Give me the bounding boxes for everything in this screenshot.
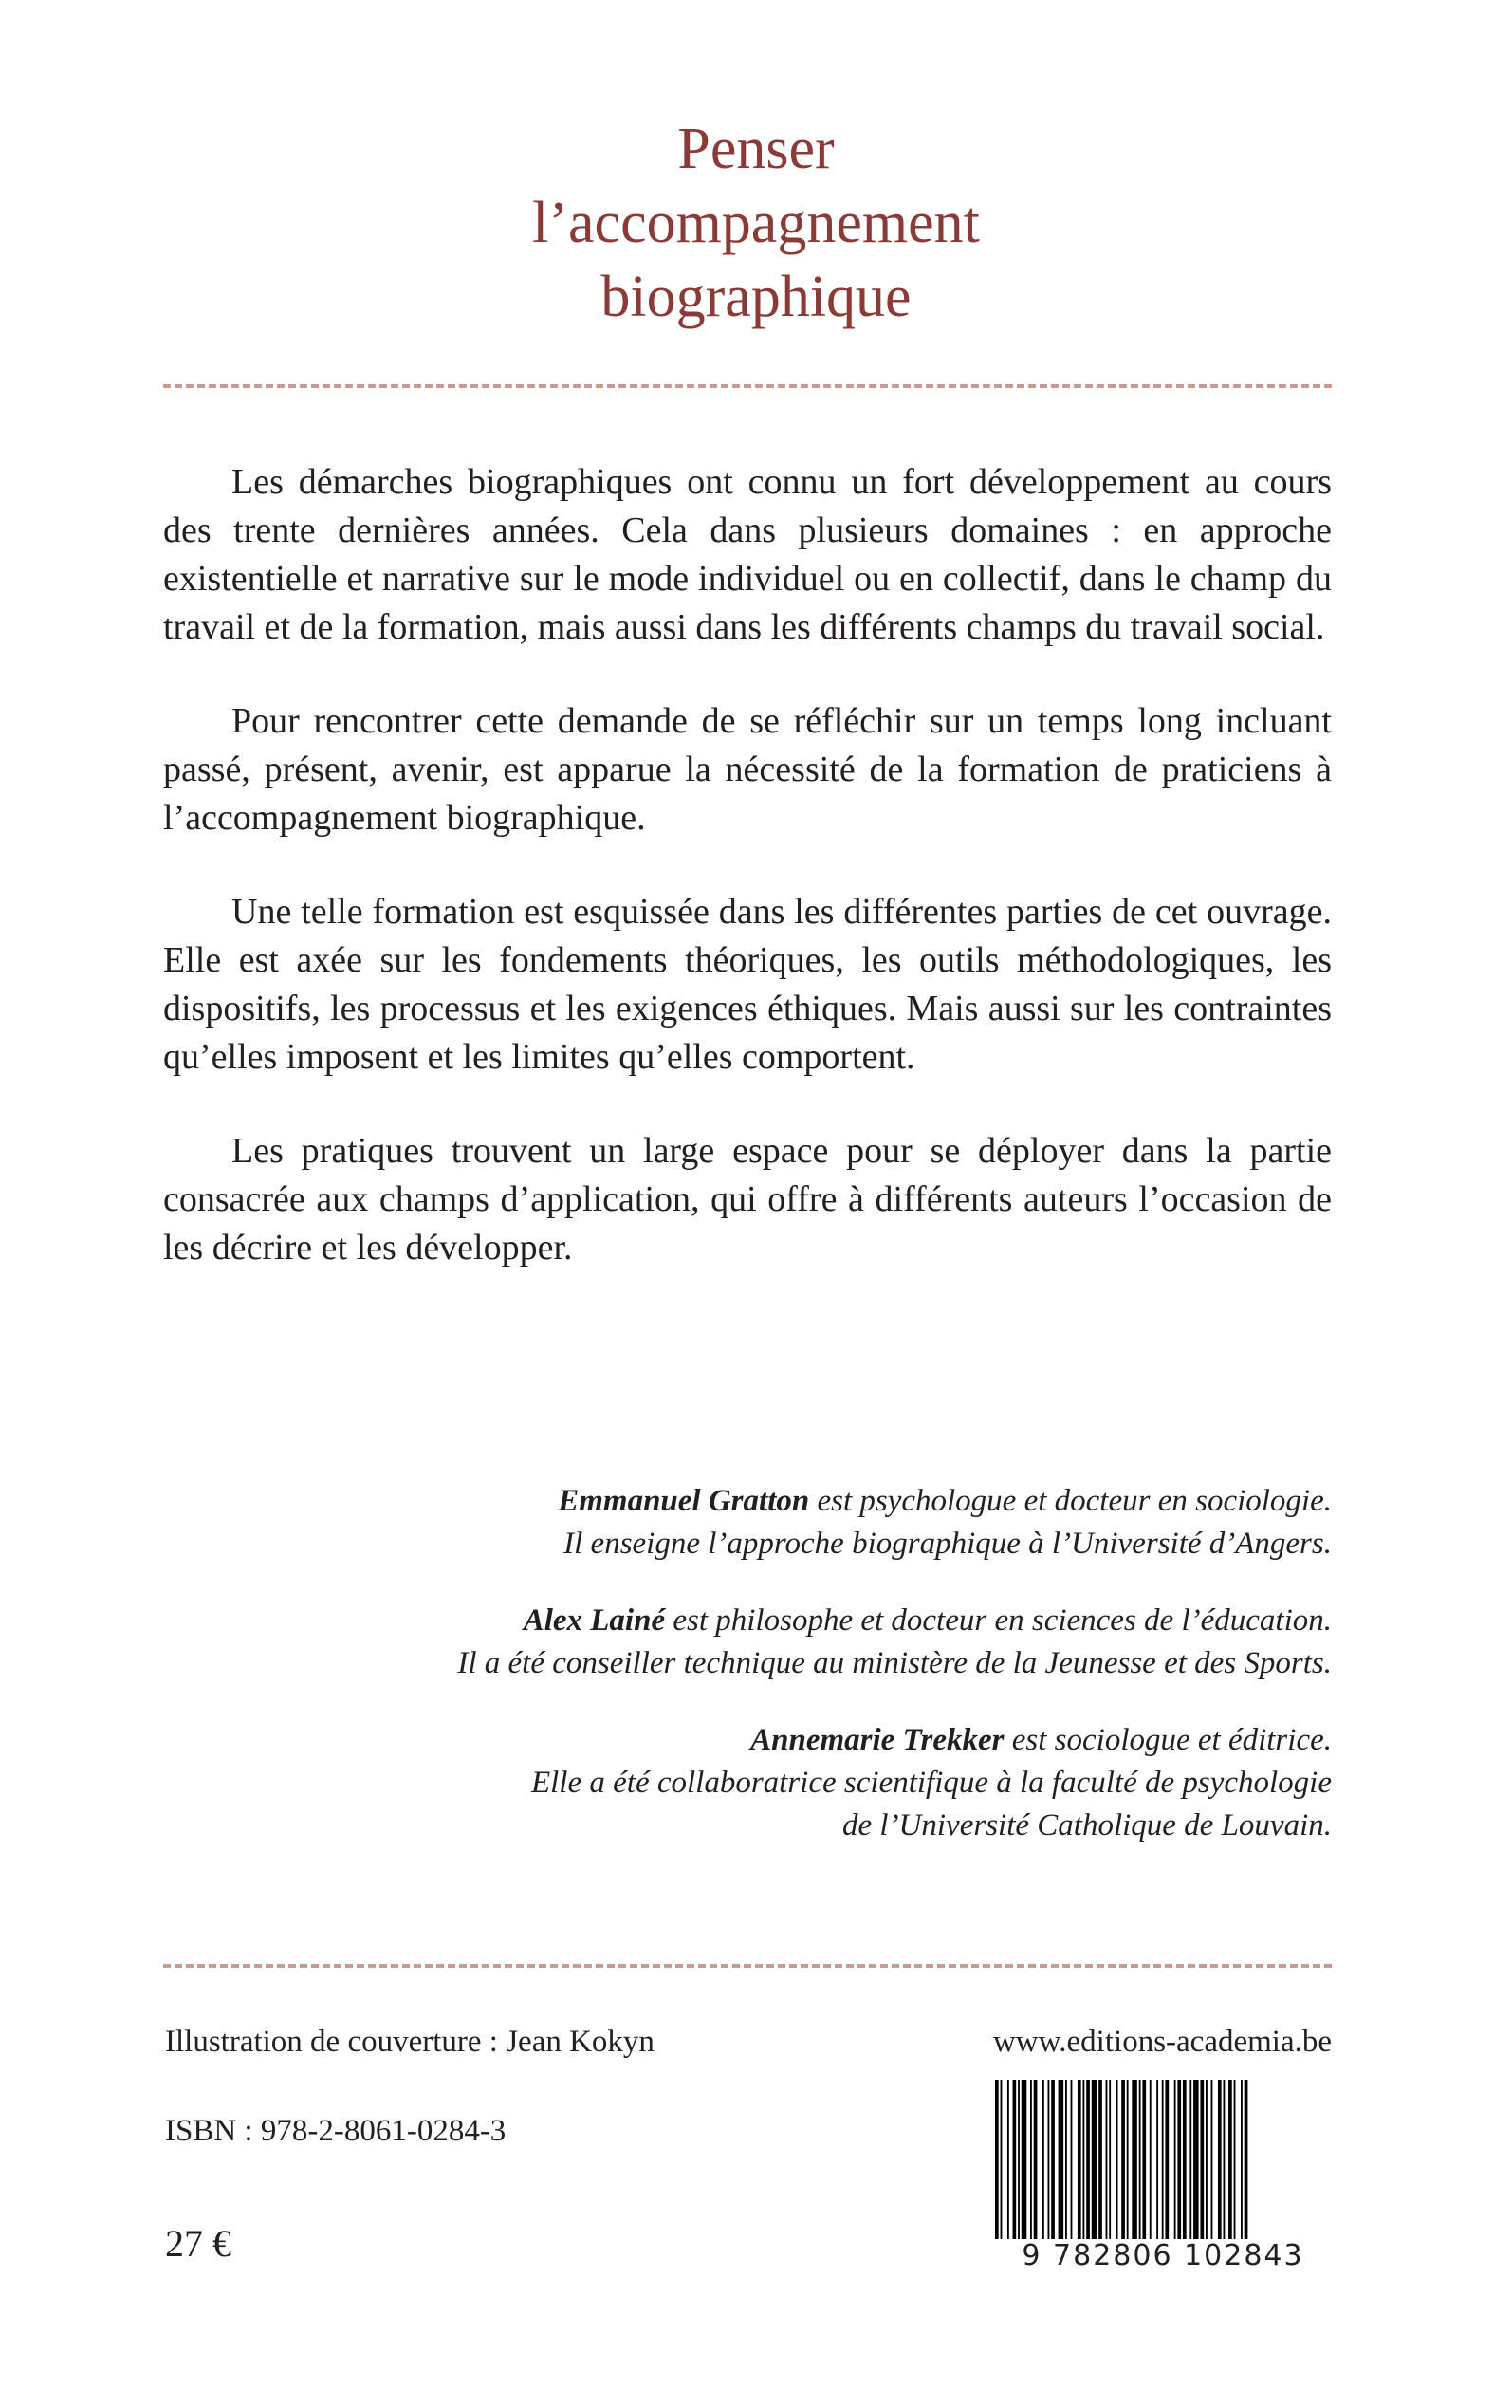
barcode-bar: [1218, 2080, 1222, 2239]
barcode-bar: [1245, 2080, 1248, 2249]
barcode-bar: [1098, 2080, 1102, 2239]
barcode-bar: [1092, 2080, 1097, 2239]
barcode-bar: [1139, 2080, 1141, 2239]
barcode-bar: [1116, 2080, 1118, 2239]
bottom-dashed-divider: [163, 1964, 1332, 1968]
barcode-bar: [1211, 2080, 1213, 2239]
barcode-bar: [1051, 2080, 1055, 2239]
cover-illustration-credit: Illustration de couverture : Jean Kokyn: [165, 2025, 655, 2059]
barcode-bar: [1034, 2080, 1038, 2239]
barcode-bar: [1189, 2080, 1191, 2239]
barcode-bar: [1241, 2080, 1243, 2239]
barcode-bar: [1183, 2080, 1187, 2239]
summary-paragraph-3: Une telle formation est esquissée dans les différentes parties de cet ouvrage. Elle est axée sur les fondements théoriques, les outils méthodologiques, les dispositifs, les processus et les exigences éthiques. Mais aussi sur les contraintes qu’elles imposent et les limites qu’elles comportent.: [163, 892, 1332, 1077]
back-cover-summary: [163, 458, 1332, 1318]
author-bio-text: Il enseigne l’approche biographique à l’Université d’Angers.: [563, 1527, 1332, 1561]
barcode-bar: [995, 2080, 999, 2249]
barcode-bar: [1150, 2080, 1152, 2239]
summary-paragraph-1: Les démarches biographiques ont connu un fort développement au cours des trente dernières années. Cela dans plusieurs domaines : en approche existentielle et narrative sur le mode individuel ou en collectif, dans le champ du travail et de la formation, mais aussi dans les différents champs du travail social.: [163, 462, 1332, 647]
barcode-bar: [1106, 2080, 1108, 2239]
barcode-bar: [1177, 2080, 1181, 2239]
barcode-bar: [1007, 2080, 1009, 2239]
title-line-3: biographique: [600, 265, 912, 329]
barcode-bar: [1156, 2080, 1158, 2239]
barcode-bar: [1206, 2080, 1208, 2239]
author-name: Alex Lainé: [523, 1603, 666, 1638]
author-bio-text: Elle a été collaboratrice scientifique à la faculté de psychologie: [530, 1766, 1332, 1800]
title-line-1: Penser: [677, 117, 835, 181]
author-bios: [99, 1480, 1332, 1881]
barcode-bar: [1048, 2080, 1050, 2239]
barcode-bar: [1042, 2080, 1044, 2239]
barcode-bar: [1165, 2080, 1169, 2239]
author-bio-text: est psychologue et docteur en sociologie.: [809, 1484, 1332, 1518]
barcode-bar: [1013, 2080, 1017, 2239]
barcode-bar: [1030, 2080, 1032, 2239]
barcode-bar: [1200, 2080, 1204, 2239]
author-bio-text: est sociologue et éditrice.: [1004, 1723, 1332, 1757]
barcode-bar: [1228, 2080, 1232, 2239]
isbn: ISBN : 978-2-8061-0284-3: [165, 2114, 507, 2148]
barcode-bar: [1022, 2080, 1027, 2239]
title-line-2: l’accompagnement: [532, 191, 980, 255]
barcode-bar: [1059, 2080, 1064, 2239]
barcode-bar: [1083, 2080, 1085, 2239]
barcode-bar: [1065, 2080, 1067, 2239]
barcode-bar: [1132, 2080, 1137, 2239]
author-bio-laine: [99, 1600, 1332, 1685]
author-name: Emmanuel Gratton: [558, 1484, 810, 1518]
barcode-bar: [1142, 2080, 1146, 2239]
book-title: [0, 112, 1512, 334]
summary-paragraph-2: Pour rencontrer cette demande de se réfléchir sur un temps long incluant passé, présent, avenir, est apparue la nécessité de la formation de praticiens à l’accompagnement biographique.: [163, 701, 1332, 838]
barcode-bar: [1078, 2080, 1081, 2239]
top-dashed-divider: [163, 384, 1332, 388]
author-bio-trekker: [99, 1719, 1332, 1847]
author-bio-text: est philosophe et docteur en sciences de l’éducation.: [665, 1603, 1332, 1638]
summary-paragraph-4: Les pratiques trouvent un large espace pour se déployer dans la partie consacrée aux champs d’application, qui offre à différents auteurs l’occasion de les décrire et les développer.: [163, 1131, 1332, 1268]
barcode-bar: [1234, 2080, 1236, 2239]
barcode-bar: [1086, 2080, 1090, 2239]
isbn-barcode: [991, 2080, 1335, 2281]
barcode-bar: [1193, 2080, 1199, 2239]
barcode-bar: [1071, 2080, 1073, 2239]
barcode-bar: [1109, 2080, 1111, 2239]
barcode-bar: [1174, 2080, 1176, 2239]
author-name: Annemarie Trekker: [750, 1723, 1005, 1757]
barcode-bar: [1001, 2080, 1003, 2249]
barcode-bar: [1224, 2080, 1226, 2239]
price: 27 €: [165, 2222, 231, 2265]
author-bio-text: Il a été conseiller technique au ministère de la Jeunesse et des Sports.: [457, 1646, 1332, 1680]
barcode-bar: [1127, 2080, 1129, 2249]
author-bio-gratton: [99, 1480, 1332, 1565]
author-bio-text: de l’Université Catholique de Louvain.: [842, 1808, 1332, 1843]
barcode-bar: [1121, 2080, 1125, 2239]
barcode-bar: [1162, 2080, 1164, 2239]
publisher-website: www.editions-academia.be: [992, 2025, 1332, 2059]
barcode-bar: [1018, 2080, 1020, 2239]
barcode-digits: 9 782806 102843: [991, 2239, 1335, 2272]
